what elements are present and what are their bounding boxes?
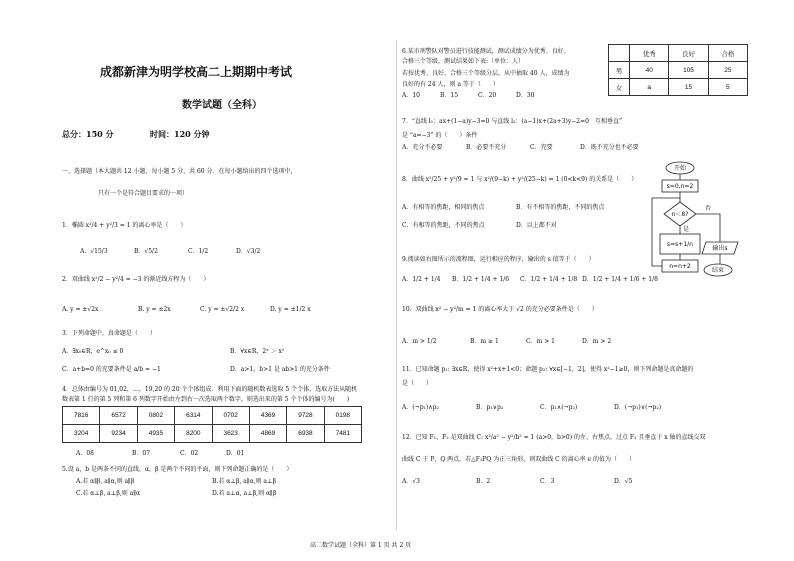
q6-option-d: D．30 xyxy=(516,92,535,99)
table-cell xyxy=(609,45,630,62)
q12-option-b: B．2 xyxy=(476,478,491,485)
table-cell: 合格 xyxy=(708,45,747,62)
q7-stem-2: 是 “a=−3” 的（ ）条件 xyxy=(402,132,478,139)
q12-stem: 12．已知 F₁、F₂ 是双曲线 C: x²/a² − y²/b² = 1 (a>0，b>0) 的左、右焦点，过点 F₁ 且垂直于 x 轴的直线交双 xyxy=(402,434,706,441)
q7-option-a: A．充分不必要 xyxy=(402,144,443,151)
total-score: 总分：150 分 xyxy=(62,129,114,139)
exam-time: 时间：120 分钟 xyxy=(150,129,210,139)
flow-cond: n＜8? xyxy=(671,211,689,218)
section-heading: 一、选择题（本大题共 12 小题，每小题 5 分，共 60 分．在每小题给出的四个选项中， xyxy=(62,168,297,175)
q11-option-c: C．p₁∧(¬p₂) xyxy=(540,404,578,411)
q9-option-b: B．1/2 + 1/4 + 1/6 xyxy=(452,276,510,283)
q4-option-d: D．01 xyxy=(226,450,245,457)
q8-stem: 8．曲线 x²/25 + y²/9 = 1 与 x²/(9−k) + y²/(25−k) = 1 (0<k<9) 的关系是（ ） xyxy=(402,176,638,183)
table-cell: 7481 xyxy=(324,425,361,443)
q5-option-b: B.若 α⊥β, a∥α,则 a⊥β xyxy=(212,478,277,485)
q2-option-d: D. y = ±1/2 x xyxy=(270,306,311,313)
q6-stem-4: 良好的有 24 人，则 a 等于（ ） xyxy=(402,81,499,88)
q6-option-a: A．10 xyxy=(402,92,420,99)
q6-stem-2: 合格三个等级，测试结果如下表:（单位：人） xyxy=(402,58,525,65)
table-row xyxy=(609,62,748,79)
table-cell: 15 xyxy=(669,79,708,96)
table-cell: 25 xyxy=(708,62,747,79)
table-cell: 4369 xyxy=(249,407,286,425)
table-cell: 9728 xyxy=(287,407,324,425)
flow-no: 否 xyxy=(704,205,712,212)
section-heading-2: 只有一个是符合题目要求的一项） xyxy=(98,190,189,197)
table-row xyxy=(609,45,748,62)
q12-option-a: A．√3 xyxy=(402,478,420,485)
q8-option-b: B．有不相等的焦距，不同的焦点 xyxy=(516,204,605,211)
flow-body: s=s+1/n xyxy=(667,241,693,248)
q3-option-d: D．a>1，b>1 是 ab>1 的充分条件 xyxy=(230,366,330,373)
q4-option-a: A．08 xyxy=(76,450,94,457)
q3-option-a: A．∃x₀∈R，e^x₀ ≤ 0 xyxy=(62,348,124,355)
q6-option-c: C．20 xyxy=(478,92,497,99)
flow-start: 开始 xyxy=(673,165,687,172)
q1-option-c: C．1/2 xyxy=(188,248,209,255)
table-cell: 女 xyxy=(609,79,630,96)
table-cell: 40 xyxy=(630,62,669,79)
random-number-table xyxy=(62,406,362,443)
q6-stem-3: 若按优秀、良好、合格三个等级分层，从中抽取 40 人，成绩为 xyxy=(402,70,570,77)
table-cell: 6572 xyxy=(100,407,137,425)
table-cell: 0198 xyxy=(324,407,361,425)
q3-option-c: C．a+b=0 的充要条件是 a/b = −1 xyxy=(62,366,161,373)
q5-stem: 5.设 a，b 是两条不同的直线，α，β 是两个不同的平面，则下列命题正确的是（ ） xyxy=(62,466,293,473)
q4-stem: 4．总体由编号为 01,02，…，19,20 的 20 个个体组成．利用下面的随机数表选取 5 个个体，选取方法从随机 xyxy=(62,386,358,393)
q5-option-a: A.若 α∥β, a∥α,则 a∥β xyxy=(76,478,135,485)
table-cell: 3204 xyxy=(63,425,100,443)
q4-stem-2: 数表第 1 行的第 5 列和第 6 列数字开始由左到右一次选取两个数字，则选出来的第 5 个个体的编号为( ) xyxy=(62,396,350,403)
q7-option-b: B．必要不充分 xyxy=(466,144,507,151)
q9-option-a: A．1/2 + 1/4 xyxy=(402,276,441,283)
q8-option-d: D．以上都不对 xyxy=(516,222,557,229)
table-row xyxy=(63,425,362,443)
q9-option-c: C．1/2 + 1/4 + 1/8 xyxy=(520,276,578,283)
q2-option-c: C. y = ±√2/2 x xyxy=(200,306,245,313)
q6-stem: 6.某市刑警队对警员进行技能测试，测试成绩分为优秀、良好、 xyxy=(402,48,570,55)
q5-option-d: D.若 a⊥α, a⊥β,则 α∥β xyxy=(212,490,277,497)
table-cell: 3623 xyxy=(212,425,249,443)
table-row xyxy=(609,79,748,96)
table-cell: 6938 xyxy=(287,425,324,443)
q1-option-a: A．√15/3 xyxy=(80,248,108,255)
q10-option-a: A．m > 1/2 xyxy=(402,338,437,345)
flowchart xyxy=(640,158,750,290)
q6-option-b: B．15 xyxy=(440,92,459,99)
q11-option-b: B．p₁∨p₂ xyxy=(476,404,504,411)
table-cell: 男 xyxy=(609,62,630,79)
table-cell: 4869 xyxy=(249,425,286,443)
page-footer: 高二数学试题（全科）第 1 页 共 2 页 xyxy=(310,542,412,549)
q3-option-b: B．∀x∈R，2ˣ ＞ x² xyxy=(230,348,285,355)
q12-stem-2: 曲线 C 于 P，Q 两点，若△F₂PQ 为正三角形，则双曲线 C 的离心率 e 的值为（ ） xyxy=(402,456,635,463)
q1-option-b: B．√5/2 xyxy=(134,248,158,255)
q11-stem-2: 是（ ） xyxy=(402,380,433,387)
q1-option-d: D．√3/2 xyxy=(236,248,261,255)
q7-stem: 7．“直线 l₁：ax+(1−a)y−3=0 与直线 l₂：(a−1)x+(2a+3)y−2=0 互相垂直” xyxy=(402,118,623,125)
q11-option-d: D．(¬p₁)∨(¬p₂) xyxy=(614,404,662,411)
table-cell: 0702 xyxy=(212,407,249,425)
q1-stem: 1．椭圆 x²/4 + y²/3 = 1 的离心率是（ ） xyxy=(62,222,187,229)
q2-option-a: A. y = ±√2x xyxy=(62,306,99,313)
q9-option-d: D．1/2 + 1/4 + 1/6 + 1/8 xyxy=(582,276,658,283)
table-cell: 105 xyxy=(669,62,708,79)
table-cell: 4935 xyxy=(137,425,174,443)
q8-option-c: C．有相等的焦距，不同的焦点 xyxy=(402,222,485,229)
grade-table xyxy=(608,44,748,96)
q10-stem: 10．双曲线 x² − y²/m = 1 的离心率大于 √2 的充分必要条件是（ ） xyxy=(402,306,598,313)
table-cell: 7816 xyxy=(63,407,100,425)
q12-option-d: D．√5 xyxy=(614,478,633,485)
q2-option-b: B. y = ±2x xyxy=(138,306,171,313)
q11-stem: 11．已知命题 p₁: ∃x∈R，使得 x²+x+1<0；命题 p₂: ∀x∈[−1，2]，使得 x²−1≥0，则下列命题是真命题的 xyxy=(402,366,694,373)
q4-option-c: C．02 xyxy=(180,450,199,457)
q10-option-d: D．m > 2 xyxy=(582,338,612,345)
q10-option-b: B．m ≥ 1 xyxy=(470,338,499,345)
flow-out: 输出s xyxy=(712,245,728,252)
table-cell: 0802 xyxy=(137,407,174,425)
table-cell: 5 xyxy=(708,79,747,96)
column-divider xyxy=(396,40,397,530)
q9-stem: 9.阅读如右图所示的流程图，运行相应的程序，输出的 s 值等于（ ） xyxy=(402,256,595,263)
q4-option-b: B．07 xyxy=(132,450,151,457)
q10-option-c: C．m > 1 xyxy=(526,338,555,345)
exam-title: 成都新津为明学校高二上期期中考试 xyxy=(100,65,293,79)
exam-subtitle: 数学试题（全科） xyxy=(182,100,262,111)
q2-stem: 2．双曲线 x²/2 − y²/4 = −3 的渐近线方程为（ ） xyxy=(62,276,210,283)
table-cell: 6314 xyxy=(175,407,212,425)
table-cell: 优秀 xyxy=(630,45,669,62)
table-cell: 8200 xyxy=(175,425,212,443)
table-cell: 9234 xyxy=(100,425,137,443)
table-row xyxy=(63,407,362,425)
q7-option-d: D．既不充分也不必要 xyxy=(580,144,639,151)
flow-inc: n=n+2 xyxy=(669,263,691,270)
q8-option-a: A．有相等的焦距，相同的焦点 xyxy=(402,204,485,211)
flow-yes: 是 xyxy=(682,226,690,233)
flow-init: s=0,n=2 xyxy=(666,183,694,190)
q12-option-c: C．3 xyxy=(540,478,555,485)
q11-option-a: A．(¬p₁)∧p₂ xyxy=(402,404,439,411)
q7-option-c: C．充要 xyxy=(530,144,553,151)
table-cell: a xyxy=(630,79,669,96)
q3-stem: 3．下列命题中，真命题是（ ） xyxy=(62,330,156,337)
flow-end: 结束 xyxy=(711,267,725,274)
q5-option-c: C.若 α⊥β, a⊥β,则 a∥α xyxy=(76,490,141,497)
table-cell: 良好 xyxy=(669,45,708,62)
